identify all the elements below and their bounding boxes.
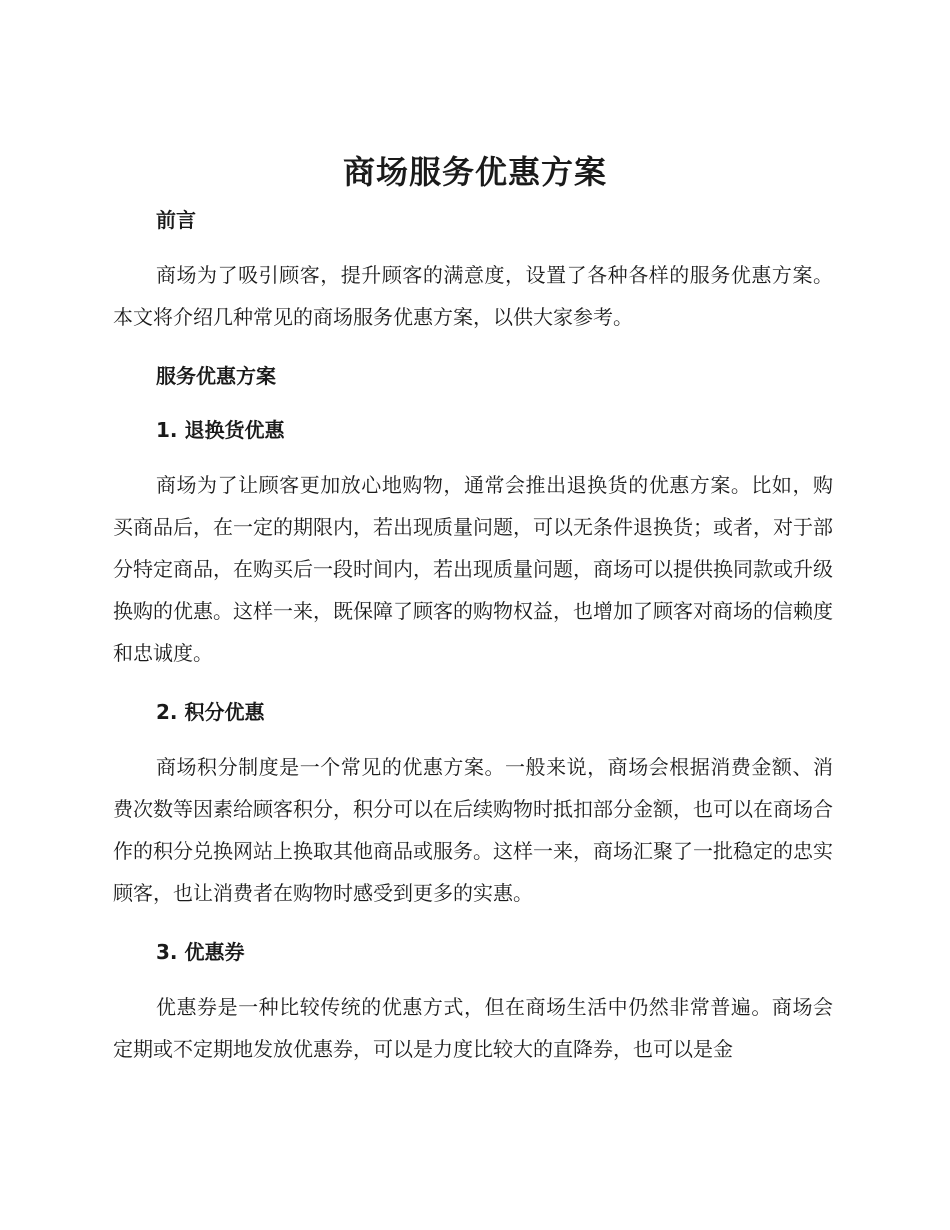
item3-heading: 3. 优惠券 — [156, 940, 245, 964]
preface-paragraph: 商场为了吸引顾客，提升顾客的满意度，设置了各种各样的服务优惠方案。本文将介绍几种常见的商场服务优惠方案，以供大家参考。 — [113, 263, 833, 329]
item1-heading: 1. 退换货优惠 — [156, 418, 285, 442]
main-section-heading: 服务优惠方案 — [156, 364, 276, 388]
document-body — [113, 204, 833, 1070]
item2-heading: 2. 积分优惠 — [156, 700, 265, 724]
preface-heading: 前言 — [156, 208, 196, 232]
item2-paragraph: 商场积分制度是一个常见的优惠方案。一般来说，商场会根据消费金额、消费次数等因素给顾客积分，积分可以在后续购物时抵扣部分金额，也可以在商场合作的积分兑换网站上换取其他商品或服务。这样一来，商场汇聚了一批稳定的忠实顾客，也让消费者在购物时感受到更多的实惠。 — [113, 755, 833, 905]
item1-paragraph: 商场为了让顾客更加放心地购物，通常会推出退换货的优惠方案。比如，购买商品后，在一定的期限内，若出现质量问题，可以无条件退换货；或者，对于部分特定商品，在购买后一段时间内，若出现质量问题，商场可以提供换同款或升级换购的优惠。这样一来，既保障了顾客的购物权益，也增加了顾客对商场的信赖度和忠诚度。 — [113, 473, 833, 665]
document-title: 商场服务优惠方案 — [342, 153, 607, 191]
item3-paragraph: 优惠券是一种比较传统的优惠方式，但在商场生活中仍然非常普遍。商场会定期或不定期地发放优惠券，可以是力度比较大的直降券，也可以是金 — [113, 995, 833, 1061]
